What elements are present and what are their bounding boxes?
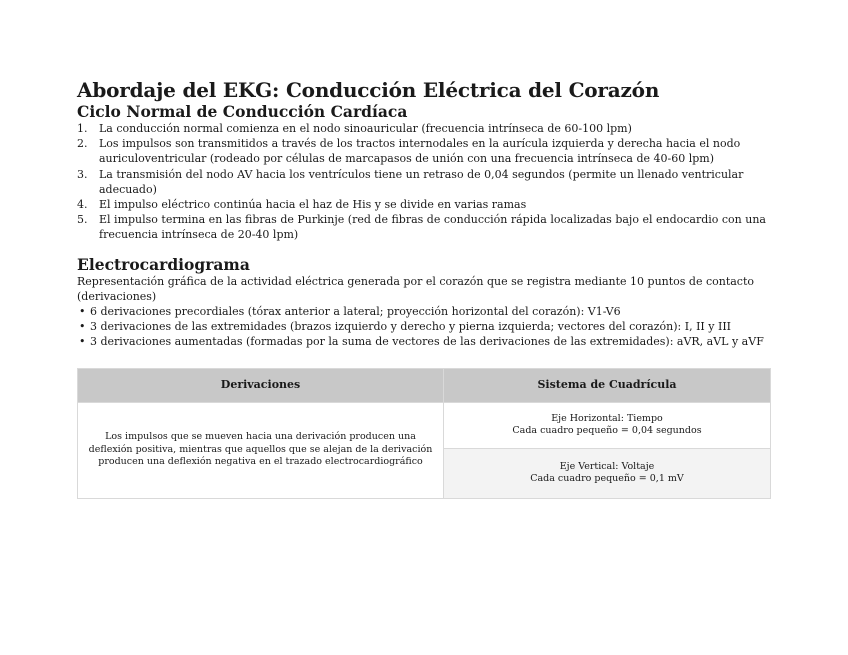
list-item — [77, 212, 771, 242]
list-item-text: El impulso termina en las fibras de Purkinje (red de fibras de conducción rápida localizadas bajo el endocardio con una frecuencia intrínseca de 20-40 lpm) — [99, 213, 766, 242]
section-heading-ecg: Electrocardiograma — [77, 254, 250, 274]
header-sistema-cuadricula: Sistema de Cuadrícula — [444, 368, 771, 402]
list-item-text: Los impulsos son transmitidos a través de los tractos internodales en la aurícula izquierda y derecha hacia el nodo auriculoventricular (rodeado por células de marcapasos de unión con una frecuencia intrínseca de 40-60 lpm) — [99, 137, 741, 166]
bullet-icon: • — [79, 320, 86, 334]
list-item — [77, 334, 771, 349]
list-item-text: El impulso eléctrico continúa hacia el haz de His y se divide en varias ramas — [99, 198, 527, 212]
ecg-intro-paragraph: Representación gráfica de la actividad eléctrica generada por el corazón que se registra mediante 10 puntos de contacto (derivaciones) — [77, 274, 755, 303]
list-item — [77, 319, 771, 334]
horizontal-axis-label: Eje Horizontal: Tiempo — [551, 412, 663, 424]
vertical-axis-unit: Cada cuadro pequeño = 0,1 mV — [530, 473, 684, 485]
list-item — [77, 167, 771, 197]
list-item — [77, 197, 771, 212]
vertical-axis-cell — [444, 448, 771, 498]
leads-bullet-list — [77, 304, 771, 350]
list-item — [77, 136, 771, 166]
list-item-text: 6 derivaciones precordiales (tórax anterior a lateral; proyección horizontal del corazón): V1-V6 — [90, 305, 621, 319]
page-title: Abordaje del EKG: Conducción Eléctrica del Corazón — [77, 78, 660, 102]
conduction-steps-list — [77, 121, 771, 243]
deflection-description-cell: Los impulsos que se mueven hacia una derivación producen una deflexión positiva, mientras que aquellos que se alejan de la derivación producen una deflexión negativa en el trazado electrocardiográfico — [78, 402, 444, 498]
list-number: 2. — [77, 137, 88, 151]
leads-grid-table — [77, 368, 771, 499]
list-item — [77, 121, 771, 136]
table-header-row — [78, 368, 771, 402]
section-heading-conduction: Ciclo Normal de Conducción Cardíaca — [77, 102, 408, 121]
bullet-icon: • — [79, 305, 86, 319]
list-item-text: La conducción normal comienza en el nodo sinoauricular (frecuencia intrínseca de 60-100 lpm) — [99, 122, 632, 135]
table-row — [78, 402, 771, 448]
list-number: 3. — [77, 167, 88, 181]
bullet-icon: • — [79, 335, 86, 349]
list-item-text: 3 derivaciones aumentadas (formadas por la suma de vectores de las derivaciones de las extremidades): aVR, aVL y aVF — [90, 335, 764, 349]
list-item — [77, 304, 771, 319]
document-page — [77, 78, 771, 499]
header-derivaciones: Derivaciones — [78, 368, 444, 402]
list-number: 5. — [77, 213, 88, 227]
vertical-axis-label: Eje Vertical: Voltaje — [559, 460, 655, 472]
list-number: 4. — [77, 198, 88, 212]
list-item-text: La transmisión del nodo AV hacia los ventrículos tiene un retraso de 0,04 segundos (permite un llenado ventricular adecuado) — [99, 167, 744, 196]
list-number: 1. — [77, 122, 88, 135]
list-item-text: 3 derivaciones de las extremidades (brazos izquierdo y derecho y pierna izquierda; vectores del corazón): I, II y III — [90, 320, 732, 334]
horizontal-axis-cell — [444, 402, 771, 448]
horizontal-axis-unit: Cada cuadro pequeño = 0,04 segundos — [512, 425, 702, 437]
